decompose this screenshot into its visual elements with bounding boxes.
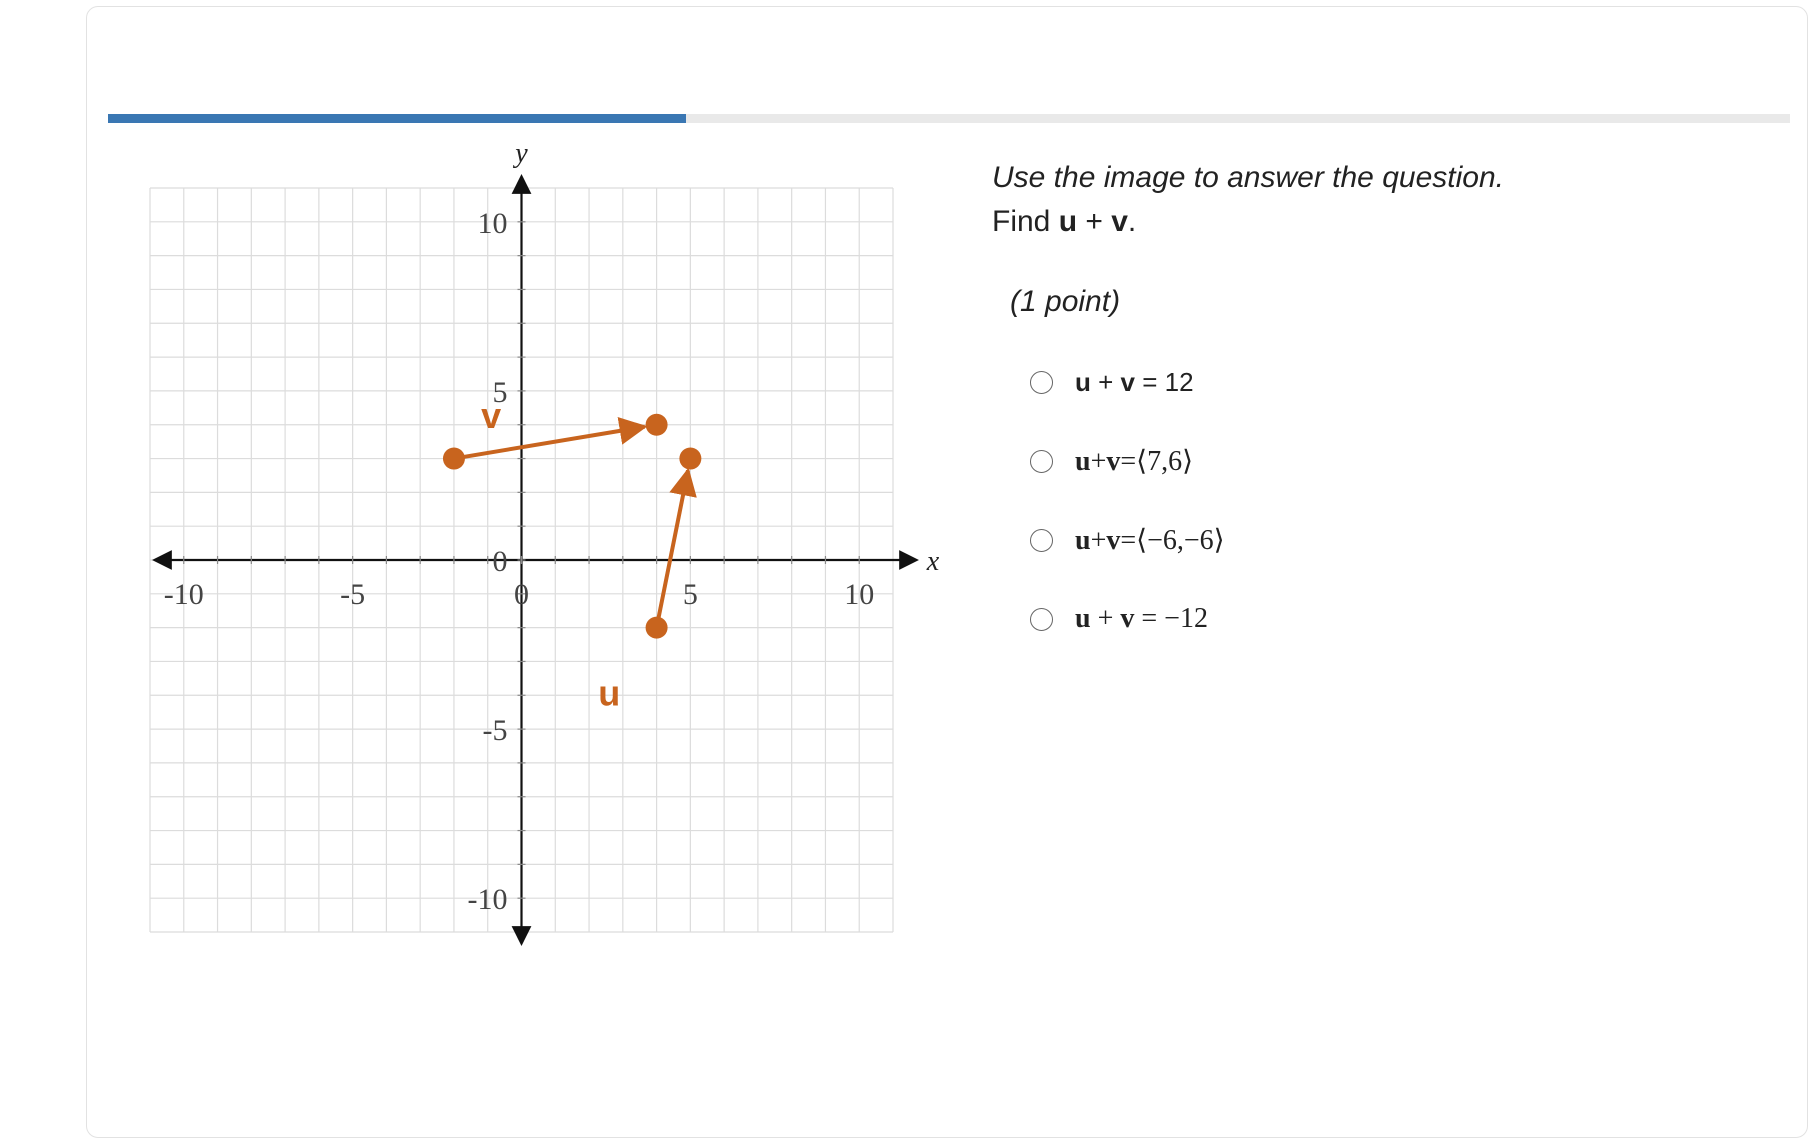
radio-button[interactable] — [1030, 608, 1053, 631]
answer-option-3[interactable] — [1030, 520, 1752, 560]
find-v: v — [1111, 205, 1128, 238]
answer-option-1[interactable] — [1030, 362, 1752, 402]
progress-bar — [108, 114, 1790, 123]
y-axis-label: y — [515, 138, 528, 169]
answer-option-label: u + v = −12 — [1075, 603, 1208, 634]
vector-v-tail-point — [443, 448, 465, 470]
x-tick-label: -10 — [163, 578, 204, 611]
vector-u-head-point — [679, 448, 701, 470]
radio-button[interactable] — [1030, 529, 1053, 552]
coordinate-plane — [130, 138, 940, 950]
x-tick-label: 5 — [682, 578, 698, 611]
y-tick-label: 10 — [477, 206, 508, 240]
answer-option-label: u+v=⟨−6,−6⟩ — [1075, 525, 1225, 556]
points-label: (1 point) — [1010, 285, 1121, 318]
answer-option-label: u + v = 12 — [1075, 366, 1194, 397]
find-suffix: . — [1127, 205, 1137, 238]
vector-u-label: u — [598, 672, 621, 714]
vector-v-label: v — [481, 395, 502, 437]
x-axis-label: x — [926, 546, 940, 577]
radio-button[interactable] — [1030, 371, 1053, 394]
y-tick-label: -10 — [467, 883, 508, 917]
answer-option-4[interactable] — [1030, 599, 1752, 639]
answer-options — [992, 362, 1752, 639]
vector-graph — [130, 138, 940, 950]
answer-option-label: u+v=⟨7,6⟩ — [1075, 446, 1194, 477]
question-panel — [992, 158, 1752, 678]
x-tick-label: -5 — [340, 578, 366, 611]
question-text — [992, 202, 1752, 242]
radio-button[interactable] — [1030, 450, 1053, 473]
x-tick-label: 0 — [514, 578, 529, 611]
x-tick-label: 10 — [844, 578, 875, 611]
y-tick-label: -5 — [482, 714, 508, 748]
find-plus: + — [1077, 205, 1112, 238]
answer-option-2[interactable] — [1030, 441, 1752, 481]
y-tick-label: 5 — [492, 375, 508, 409]
question-prompt: Use the image to answer the question. — [992, 161, 1504, 194]
find-prefix: Find — [992, 205, 1059, 238]
progress-bar-fill — [108, 114, 686, 123]
vector-v-head-point — [646, 414, 668, 436]
vector-u-tail-point — [646, 617, 668, 639]
find-u: u — [1058, 205, 1078, 238]
y-tick-label: 0 — [492, 545, 508, 578]
